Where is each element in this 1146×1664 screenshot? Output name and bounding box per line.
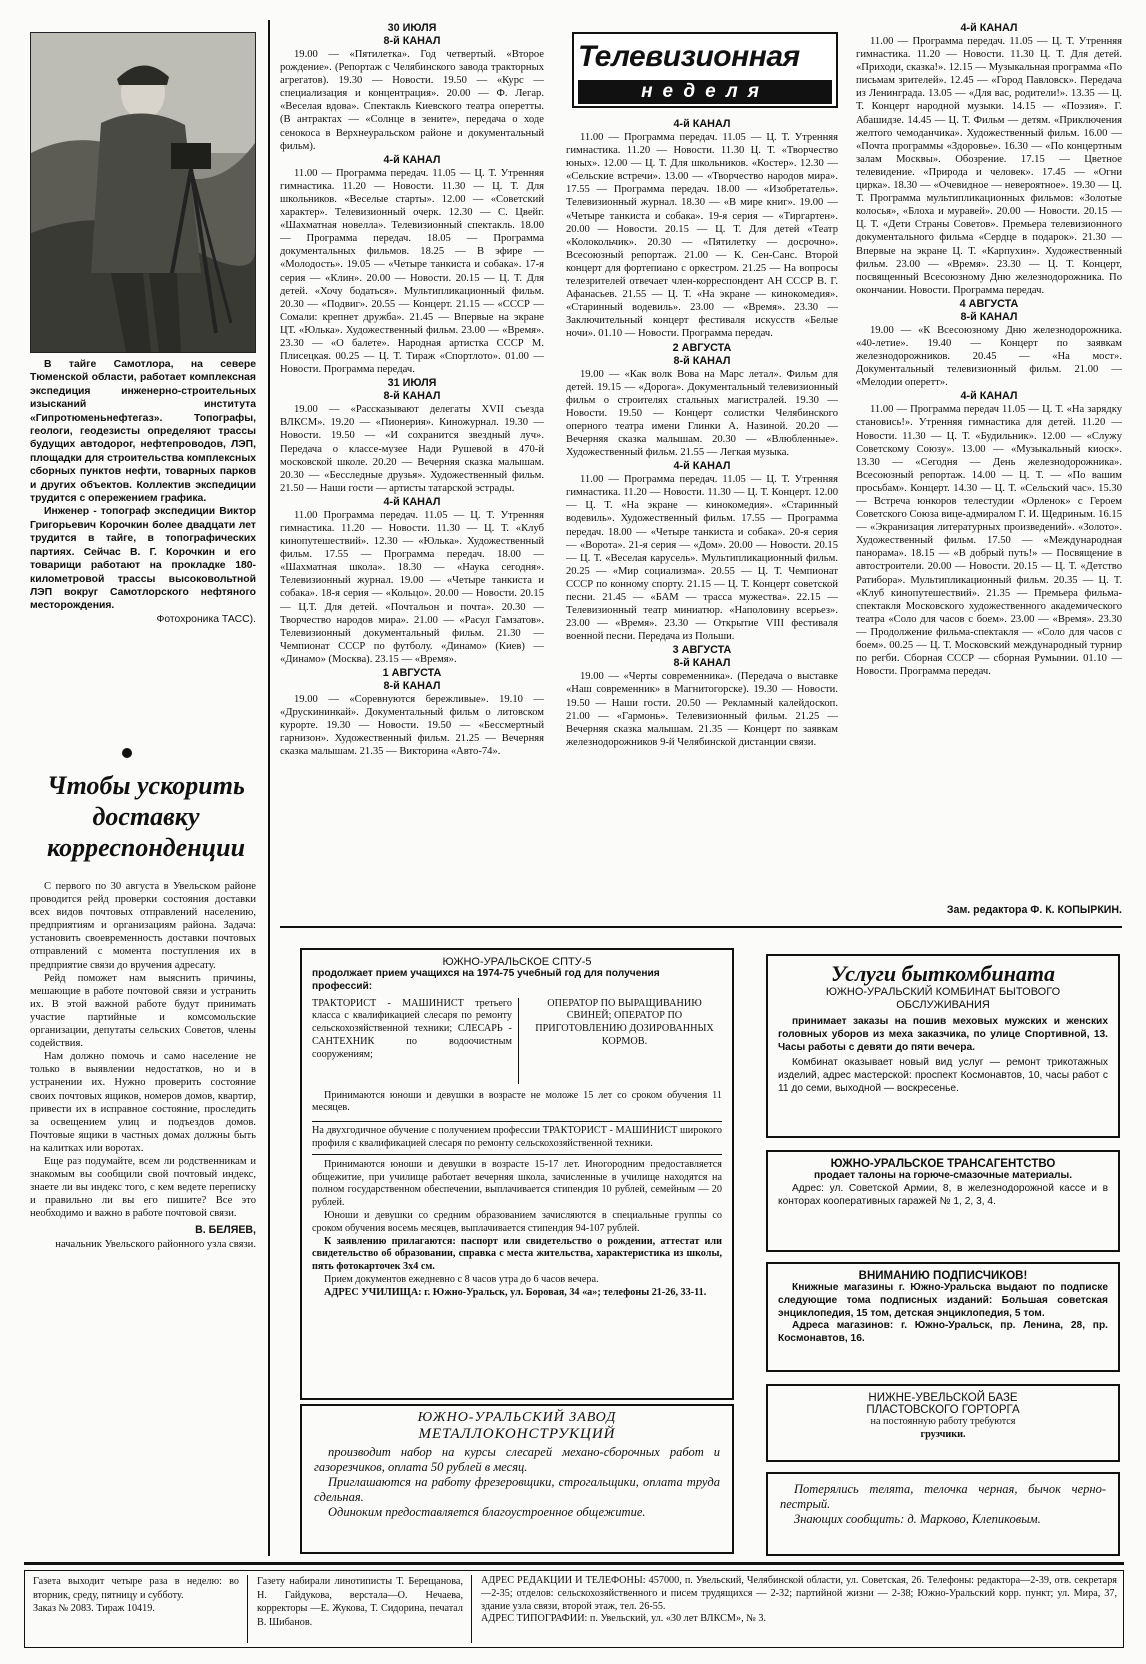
ad-gortorg-title-1: НИЖНЕ-УВЕЛЬСКОЙ БАЗЕ xyxy=(868,1392,1018,1404)
ad-sptu-title: ЮЖНО-УРАЛЬСКОЕ СПТУ-5 xyxy=(442,956,592,968)
ad-podpischiki-title: ВНИМАНИЮ ПОДПИСЧИКОВ! xyxy=(858,1270,1028,1282)
ad-bytkombinat xyxy=(766,954,1120,1138)
tv-logo xyxy=(572,32,838,108)
tv-schedule-listing: 19.00 — «Рассказывают делегаты XVII съезда ВЛКСМ». 19.20 — «Пионерия». Киножурнал. 19.30 — Новости. 19.50 — «И сохранится звездный луч». Передача о классе-музее Нади Рушевой в 470-й московской школе. 20.20 — Вечерняя сказка малышам. 20.30 — «Бесследные друзья». Художественный фильм. 21.50 — Наши гости — артисты татарской эстрады. xyxy=(280,404,544,494)
ad-telyata xyxy=(766,1472,1120,1556)
ad-gortorg-title-2: ПЛАСТОВСКОГО ГОРТОРГА xyxy=(866,1404,1020,1416)
ad-transagentstvo-subtitle: продает талоны на горюче-смазочные материалы. xyxy=(813,1170,1073,1181)
footer-divider-1 xyxy=(247,1575,248,1643)
footer-editorial-address: АДРЕС РЕДАКЦИИ И ТЕЛЕФОНЫ: 457000, п. Увельский, Челябинской области, ул. Советская, 26. Телефоны: редактора—2-39, отв. секретаря —2-35; отделов: сельскохозяйственного и писем трудящихся — 2-32; партийной жизни — 2-38; Южно-Уральский корр. пункт; ул. Мира, 37, здание узла связи, второй этаж, тел. 26-55. xyxy=(481,1575,1117,1612)
tv-schedule-heading: 4-й КАНАЛ xyxy=(383,495,441,508)
article-paragraph: С первого по 30 августа в Увельском районе проводится рейд проверки состояния доставки всех видов почтовых отправлений населению, предприятиям и организациям района. Задача: установить своевременность доставки почтовых отправлений с момента поступления их в предприятие связи до вручения адресату. xyxy=(30,881,256,971)
ad-sptu xyxy=(300,948,734,1400)
ad-sptu-prof-left: ТРАКТОРИСТ - МАШИНИСТ третьего класса с квалификацией слесаря по ремонту сельскохозяйственной техники; СЛЕСАРЬ - САНТЕХНИК по водоочистным сооружениям; xyxy=(312,998,519,1084)
tv-schedule-heading: 4-й КАНАЛ xyxy=(673,118,731,130)
ad-transagentstvo-p1: Адрес: ул. Советской Армии, 8, в железнодорожной кассе и в конторах кооперативных гаражей № 1, 2, 3, 4. xyxy=(778,1182,1108,1207)
column-divider xyxy=(268,20,270,1556)
tv-schedule-heading: 30 ИЮЛЯ xyxy=(387,22,437,34)
footer xyxy=(24,1570,1124,1648)
tv-column-3 xyxy=(856,22,1122,892)
tv-schedule-heading: 1 АВГУСТА xyxy=(382,667,442,680)
bullet-icon xyxy=(120,746,134,760)
tv-schedule-listing: 11.00 — Программа передач 11.05 — Ц. Т. «На зарядку становись!». Утренняя гимнастика для детей. 11.20 — Новости. 11.30 — Ц. Т. «Будильник». 12.00 — «Служу Советскому Союзу». 13.00 — «Музыкальный киоск». 13.30 — «Сегодня — День железнодорожника». Всесоюзный репортаж. 14.00 — Ц. Т. — «По вашим просьбам». Концерт. 14.30 — Ц. Т. «Сельский час». 15.30 — Встреча юнкоров телестудии «Орленок» с Героем Советского Союза вице-адмиралом Г. И. Щедриным. 16.15 — «Экранизация литературных произведений». «Золото». Художественный фильм. 17.50 — «Международная панорама». 18.15 — «В добрый путь!» — Посвящение в автостроители. 20.00 — Новости. 20.15 — Ц. Т. «Детство Ратибора». Мультипликационный фильм. 20.35 — Ц. Т. «Клуб кинопутешествий». 21.35 — Премьера фильма-спектакля Московского художественного академического театра «Соло для часов с боем». 23.00 — «Время». 23.30 — Продолжение фильма-спектакля — «Соло для часов с боем». 00.25 — Ц. Т. Московский международный турнир по регби. Сборная СССР — сборная Румынии. 01.10 — Новости. Программа передач. xyxy=(856,404,1122,678)
caption-paragraph-2: Инженер - топограф экспедиции Виктор Григорьевич Корочкин более двадцати лет трудится в тайге, в топографических партиях. Сейчас В. Г. Корочкин и его товарищи работают на прокладке 180-километровой трассы высоковольтной ЛЭП вокруг Самотлорского нефтяного месторождения. xyxy=(30,506,256,612)
photo-surveyor xyxy=(30,32,256,353)
ad-bytkombinat-subtitle: ЮЖНО-УРАЛЬСКИЙ КОМБИНАТ БЫТОВОГО ОБСЛУЖИВАНИЯ xyxy=(825,986,1061,1011)
ad-gortorg-p2: грузчики. xyxy=(920,1428,966,1440)
tv-schedule-heading: 8-й КАНАЛ xyxy=(383,680,441,693)
ad-sptu-intro: продолжает прием учащихся на 1974-75 учебный год для получения профессий: xyxy=(312,968,660,992)
photo-caption xyxy=(30,358,256,718)
tv-schedule-listing: 11.00 — Программа передач. 11.05 — Ц. Т. Утренняя гимнастика. 11.20 — Новости. 11.30 — Ц. Т. Концерт. 12.00 — Ц. Т. «На экране — кинокомедия». «Старинный водевиль». Художественный фильм. 17.55 — Программа передач. 18.00 — «Четыре танкиста и собака». 20-я серия — «Ворота». 21-я серия — «Дом». 20.00 — Новости. 20.15 — Ц. Т. «Веселая карусель». Мультипликационный фильм. 20.25 — «Мир социализма». 20.55 — Ц. Т. Чемпионат СССР по конному спорту. 21.15 — Ц. Т. Концерт советской песни. 21.45 — «БАМ — трасса мужества». 22.15 — Телевизионный театр миниатюр. «Наполовину всерьез». 23.00 — «Время». 23.30 — Открытие VIII фестиваля военной песни. Передача из Польши. xyxy=(566,474,838,643)
footer-schedule xyxy=(33,1575,239,1645)
article-paragraph: Нам должно помочь и само население не только в выявлении недостатков, но и в устранении их. Нужно проверить состояние своих почтовых ящиков, номеров домов, квартир, привести их в исправное состояние, проследить за освещением улиц и подъездов домов. Почтовые ящики в частных домах должны быть на калитках или воротах. xyxy=(30,1051,256,1154)
surveyor-photo-illustration xyxy=(31,33,255,352)
tv-schedule-listing: 19.00 — «Соревнуются бережливые». 19.10 — «Друскининкай». Документальный фильм о литовском курорте. 19.30 — Новости. 19.50 — «Бессмертный гарнизон». Художественный фильм. 21.25 — Вечерняя сказка малышам. 21.35 — Викторина «Авто-74». xyxy=(280,694,544,758)
tv-column-1 xyxy=(280,22,544,860)
ad-bytkombinat-p1: принимает заказы на пошив меховых мужских и женских головных уборов из меха заказчика, по улице Спортивной, 13. Часы работы с девяти до пяти вечера. xyxy=(778,1016,1108,1053)
ad-sptu-professions xyxy=(312,998,722,1084)
tv-schedule-heading: 8-й КАНАЛ xyxy=(960,310,1018,323)
article-body xyxy=(30,880,256,1492)
ad-zavod xyxy=(300,1404,734,1554)
tv-schedule-listing: 19.00 — «Пятилетка». Год четвертый. «Второе рождение». (Репортаж с Челябинского завода тракторных агрегатов). 19.30 — Новости. 19.50 — «Курс — специализация и концентрация». 20.00 — Ф. Легар. «Веселая вдова». Спектакль Киевского театра оперетты. (В антрактах — «Солнце в зените», передача о ходе сенокоса в Верхнеуральском районе и документальный фильм). xyxy=(280,49,544,152)
footer-address xyxy=(481,1575,1117,1645)
ad-zavod-title-2: МЕТАЛЛОКОНСТРУКЦИЙ xyxy=(418,1426,616,1442)
tv-schedule-heading: 8-й КАНАЛ xyxy=(673,354,731,367)
caption-credit: Фотохроника ТАСС). xyxy=(156,613,256,625)
tv-schedule-listing: 11.00 — Программа передач. 11.05 — Ц. Т. Утренняя гимнастика. 11.20 — Новости. 11.30 Ц. Т. «Творчество юных». 12.00 — Ц. Т. Для школьников. «Костер». 12.30 — «Сельские встречи». 13.00 — «Творчество народов мира». 17.55 — Программа передач. 18.00 — «Изобретатель». Телевизионный журнал. 18.30 — «В мире книг». 19.00 — «Четыре танкиста и собака». 19-я серия — «Тиргартен». 20.00 — Новости. 20.15 — Ц. Т. Для детей «Театр «Колокольчик». 20.30 — «Пятилетку — досрочно». Всесоюзный репортаж. 21.00 — К. Сен-Санс. Второй концерт для фортепиано с оркестром. 21.25 — На вопросы телезрителей отвечает член-корреспондент АН СССР В. Г. Афанасьев. 21.55 — Ц. Т. «На экране — кинокомедия». «Старинный водевиль». 23.00 — «Время». 23.30 — Заключительный концерт фестиваля искусств «Белые ночи». 01.10 — Новости. Программа передач. xyxy=(566,132,838,340)
tv-schedule-heading: 4-й КАНАЛ xyxy=(673,460,731,473)
tv-schedule-heading: 8-й КАНАЛ xyxy=(673,657,731,670)
ad-telyata-p2: Знающих сообщить: д. Марково, Клепиковым. xyxy=(794,1512,1041,1526)
ad-podpischiki-p1: Книжные магазины г. Южно-Уральска выдают по подписке следующие тома подписных изданий: Большая советская энциклопедия, 15 том, детская энциклопедия, 5 том. xyxy=(778,1282,1108,1319)
article-paragraph: Еще раз подумайте, всем ли родственникам и знакомым вы сообщили свой почтовый индекс, знаете ли вы индекс того, с кем ведете переписку и правильно ли вы его пишите? Все это необходимо и важно в работе почтовой связи. xyxy=(30,1155,256,1220)
tv-schedule-listing: 11.00 — Программа передач. 11.05 — Ц. Т. Утренняя гимнастика. 11.20 — Новости. 11.30 — Ц. Т. Для школьников. «Веселые старты». 12.00 — «Советский характер». Телевизионный очерк. 12.30 — С. Цвейг. «Шахматная новелла». Телевизионный спектакль. 18.00 — Программа передач. 18.05 — Программа документальных фильмов. 18.25 — В эфире — «Молодость». 19.05 — «Четыре танкиста и собака». 17-я серия — «Клин». 20.00 — Новости. 20.15 — Ц. Т. Для детей. «Хочу бодаться». Мультипликационный фильм. 20.30 — «Подвиг». 20.55 — Концерт. 21.15 — «СССР — Сомали: крепнет дружба». 21.45 — Впервые на экране ЦТ. «Юлька». Художественный фильм. 23.00 — «Время». 23.30 — «О балете». Народная артистка СССР М. Плисецкая. 00.25 — Ц. Т. Тираж «Спортлото». 01.00 — Новости. Программа передач. xyxy=(280,167,544,376)
tv-schedule-listing: 11.00 — Программа передач. 11.05 — Ц. Т. Утренняя гимнастика. 11.20 — Новости. 11.30 Ц. Т. Для детей. «Приходи, сказка!». 12.15 — Музыкальная программа «По письмам зрителей». 12.45 — «Город Павловск». Передача из Ленинграда. 13.05 — «Для вас, родители!». 13.35 — Ц. Т. Концерт народной музыки. 14.15 — «Поэзия». Г. Абашидзе. 14.45 — Ц. Т. Фильм — детям. «Приключения желтого чемоданчика». Художественный фильм. 16.00 — «Почта программы «Здоровье». 16.30 — «По концертным залам Москвы». Обозрение. 17.15 — Цветное телевидение. «Природа и человек». 17.45 — «Огни цирка». 18.30 — «Очевидное — невероятное». 19.30 — Ц. Т. Программа мультипликационных фильмов: «Золотые колосья», «Блоха и муравей». 20.00 — Новости. 20.15 — Ц. Т. «Дети Страны Советов». Премьера телевизионного документального фильма «Сердце в подарок». 21.30 — Впервые на экране Ц. Т. «Карпухин». Художественный фильм. 23.00 — «Время». 23.30 — Ц. Т. Концерт, посвященный Всесоюзному Дню железнодорожника. По окончании. Новости. Программа передач. xyxy=(856,36,1122,296)
article-author: В. БЕЛЯЕВ, xyxy=(195,1224,256,1237)
ad-bytkombinat-p2: Комбинат оказывает новый вид услуг — ремонт трикотажных изделий, адрес мастерской: проспект Космонавтов, 10, часы работ с 11 до семи, выходной — воскресенье. xyxy=(778,1057,1108,1094)
tv-logo-top: Телевизионная xyxy=(578,40,800,73)
ad-zavod-p2: Приглашаются на работу фрезеровщики, строгальщики, оплата труда сдельная. xyxy=(314,1475,720,1504)
bullet-dot xyxy=(120,746,140,766)
editor-credit: Зам. редактора Ф. К. КОПЫРКИН. xyxy=(946,904,1122,916)
ad-sptu-p1: Принимаются юноши и девушки в возрасте не моложе 15 лет со сроком обучения 11 месяцев. xyxy=(312,1089,722,1114)
ad-sptu-p3: Принимаются юноши и девушки в возрасте 15-17 лет. Иногородним предоставляется общежитие, при училище работает вечерняя школа, зачисленные в училище находятся на полном государственном обеспечении, выплачивается стипендия 10 рублей, семейным — 20 рублей. xyxy=(312,1158,722,1209)
article-author-title: начальник Увельского районного узла связи. xyxy=(55,1238,256,1250)
tv-schedule-heading: 4-й КАНАЛ xyxy=(960,22,1018,34)
tv-schedule-heading: 31 ИЮЛЯ xyxy=(387,377,437,390)
ad-transagentstvo xyxy=(766,1150,1120,1252)
article-title: Чтобы ускорить доставку корреспонденции xyxy=(46,771,246,862)
ad-gortorg-p1: на постоянную работу требуются xyxy=(870,1416,1016,1427)
footer-top-rule xyxy=(24,1562,1124,1565)
ad-sptu-p5: К заявлению прилагаются: паспорт или свидетельство о рождении, аттестат или свидетельство об образовании, справка с места жительства, характеристика из школы, пять фотокарточек 3х4 см. xyxy=(312,1235,722,1273)
tv-schedule-heading: 2 АВГУСТА xyxy=(672,341,732,354)
tv-logo-bottom: неделя xyxy=(578,80,832,104)
tv-schedule-heading: 4-й КАНАЛ xyxy=(960,390,1018,403)
ad-zavod-title-1: ЮЖНО-УРАЛЬСКИЙ ЗАВОД xyxy=(417,1410,617,1425)
ad-sptu-p2: На двухгодичное обучение с получением профессии ТРАКТОРИСТ - МАШИНИСТ широкого профиля с квалификацией слесаря по ремонту сельскохозяйственной техники. xyxy=(312,1121,722,1155)
tv-schedule-heading: 3 АВГУСТА xyxy=(672,644,732,657)
tv-bottom-rule xyxy=(280,926,1122,928)
tv-schedule-listing: 19.00 — «Черты современника». (Передача о выставке «Наш современник» в Магнитогорске). 19.30 — Новости. 19.50 — Наши гости. 20.50 — Рекламный калейдоскоп. 21.00 — «Гармонь». Телевизионный фильм. 21.25 — Вечерняя сказка малышам. 21.35 — Концерт по заявкам железнодорожников 9-й Челябинской дистанции связи. xyxy=(566,671,838,748)
caption-paragraph-1: В тайге Самотлора, на севере Тюменской области, работает комплексная экспедиция инженерно-строительных изысканий института «Гипротюменьнефтегаз». Топографы, геологи, геодезисты определяют трассы будущих автодорог, нефтепроводов, ЛЭП, площадки для строительства комплексных сборных пунктов нефти, товарных парков и других объектов. Коллектив экспедиции трудится с опережением графика. xyxy=(30,359,256,505)
tv-schedule-listing: 19.00 — «Как волк Вова на Марс летал». Фильм для детей. 19.15 — «Дорога». Документальный телевизионный фильм о строителях стальных магистралей. 19.30 — Новости. 19.50 — Концерт солистки Челябинского оперного театра имени Глинки А. Назиной. 20.20 — Вечерняя сказка малышам. 20.30 — «Влюбленные». Художественный фильм. 21.55 — Легкая музыка. xyxy=(566,368,838,459)
ad-gortorg xyxy=(766,1384,1120,1462)
ad-telyata-p1: Потерялись телята, телочка черная, бычок черно-пестрый. xyxy=(780,1482,1106,1511)
footer-order: Заказ № 2083. Тираж 10419. xyxy=(33,1603,155,1614)
ad-sptu-p4: Юноши и девушки со средним образованием зачисляются в специальные группы со сроком обучения восемь месяцев, выплачивается стипендия 94-107 рублей. xyxy=(312,1209,722,1234)
ad-sptu-p6: Прием документов ежедневно с 8 часов утра до 6 часов вечера. xyxy=(324,1273,599,1285)
ad-transagentstvo-title: ЮЖНО-УРАЛЬСКОЕ ТРАНСАГЕНТСТВО xyxy=(830,1158,1056,1170)
tv-schedule-heading: 8-й КАНАЛ xyxy=(383,35,441,47)
ad-zavod-p3: Одиноким предоставляется благоустроенное общежитие. xyxy=(328,1505,646,1519)
footer-schedule-text: Газета выходит четыре раза в неделю: во вторник, среду, пятницу и субботу. xyxy=(33,1576,239,1601)
article-paragraph: Рейд поможет нам выяснить причины, мешающие в работе почтовой связи и устранить их. В этой важной работе будут принимать участие партийные и комсомольские организации, депутаты сельских Советов, члены содействия. xyxy=(30,972,256,1050)
tv-schedule-listing: 11.00 Программа передач. 11.05 — Ц. Т. Утренняя гимнастика. 11.20 — Новости. 11.30 — Ц. Т. «Клуб кинопутешествий». 12.30 — «Юлька». Художественный фильм. 17.55 — Программа передач. 18.00 — «Шахматная школа». 18.30 — «Наука сегодня». Телевизионный журнал. 19.00 — «Четыре танкиста и собака». 18-я серия — «Кольцо». 20.00 — Новости. 20.15 — Ц.Т. Для детей. «Почтальон и почта». 20.30 — Творчество народов мира». 21.00 — «Расул Гамзатов». Телевизионный документальный фильм. 21.30 — Чемпионат СССР по футболу. «Динамо» (Киев) — «Динамо» (Москва). 23.15 — «Время». xyxy=(280,509,544,665)
tv-schedule-heading: 4 АВГУСТА xyxy=(959,297,1019,310)
tv-schedule-heading: 8-й КАНАЛ xyxy=(383,390,441,403)
ad-podpischiki xyxy=(766,1262,1120,1372)
ad-podpischiki-p2: Адреса магазинов: г. Южно-Уральск, пр. Ленина, 28, пр. Космонавтов, 16. xyxy=(778,1320,1108,1345)
ad-zavod-p1: производит набор на курсы слесарей механо-сборочных работ и газорезчиков, оплата 50 рублей в месяц. xyxy=(314,1445,720,1474)
ad-bytkombinat-title: Услуги быткомбината xyxy=(830,961,1056,986)
ad-sptu-address: АДРЕС УЧИЛИЩА: г. Южно-Уральск, ул. Боровая, 34 «а»; телефоны 21-26, 33-11. xyxy=(324,1286,707,1298)
ad-sptu-prof-right: ОПЕРАТОР ПО ВЫРАЩИВАНИЮ СВИНЕЙ; ОПЕРАТОР ПО ПРИГОТОВЛЕНИЮ ДОЗИРОВАННЫХ КОРМОВ. xyxy=(535,997,714,1047)
tv-schedule-heading: 4-й КАНАЛ xyxy=(383,153,441,166)
footer-credits: Газету набирали линотиписты Т. Берещанова, Н. Гайдукова, верстала—О. Нечаева, корректоры —Е. Жукова, Т. Сидорина, печатал В. Шибанов. xyxy=(257,1576,463,1628)
tv-schedule-listing: 19.00 — «К Всесоюзному Дню железнодорожника. «40-летие». 19.40 — Концерт по заявкам железнодорожников. 20.45 — «На мост». Документальный телевизионный фильм. 21.00 — «Мелодии оперетт». xyxy=(856,324,1122,389)
tv-column-2 xyxy=(566,118,838,860)
footer-divider-2 xyxy=(471,1575,472,1643)
footer-printing-address: АДРЕС ТИПОГРАФИИ: п. Увельский, ул. «30 лет ВЛКСМ», № 3. xyxy=(481,1613,767,1625)
